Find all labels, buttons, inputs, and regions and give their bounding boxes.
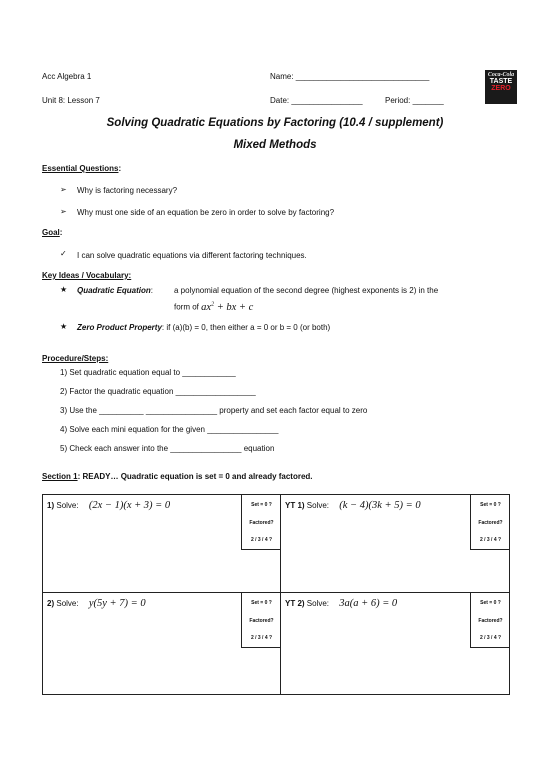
problem-yt1-solve: Solve: <box>306 501 330 510</box>
check-set-zero: Set = 0 ? <box>251 600 272 606</box>
problem-grid <box>42 494 510 695</box>
def-zero-product <box>77 323 330 332</box>
procedure-step-1: 1) Set quadratic equation equal to ____________ <box>60 368 236 377</box>
key-ideas-heading: Key Ideas / Vocabulary: <box>42 271 132 280</box>
problem-yt1-cell[interactable] <box>281 495 509 592</box>
standard-form-expr <box>201 302 253 313</box>
goal-heading-colon: : <box>59 228 63 237</box>
check-factored: Factored? <box>478 520 503 526</box>
logo-line2: ZERO <box>491 85 511 92</box>
problem-yt1-label: YT 1) <box>285 501 305 510</box>
problem-1-label: 1) <box>47 501 55 510</box>
def-quadratic-form <box>174 301 253 313</box>
problem-1-checklist <box>241 495 281 550</box>
period-field[interactable]: Period: _______ <box>385 96 444 105</box>
problem-yt1-checklist <box>470 495 510 550</box>
essential-question-1: Why is factoring necessary? <box>77 186 178 195</box>
problem-yt2-header <box>285 598 397 609</box>
problem-yt2-cell[interactable] <box>281 593 509 694</box>
logo-brand: Coca-Cola <box>487 72 515 78</box>
section1-heading <box>42 472 313 481</box>
problem-yt2-checklist <box>470 593 510 648</box>
procedure-step-4: 4) Solve each mini equation for the given ________________ <box>60 425 279 434</box>
check-methods: 2 / 3 / 4 ? <box>250 635 273 641</box>
essential-heading <box>42 164 121 173</box>
def-quadratic: a polynomial equation of the second degree (highest exponents is 2) in the <box>174 286 439 295</box>
problem-2-checklist <box>241 593 281 648</box>
def-form-label: form of <box>174 302 199 312</box>
problem-1-equation: (2x − 1)(x + 3) = 0 <box>88 500 171 511</box>
procedure-step-3: 3) Use the __________ ________________ property and set each factor equal to zero <box>60 406 368 415</box>
problem-2-cell[interactable] <box>43 593 280 694</box>
term-quadratic <box>77 286 153 295</box>
section1-label: Section 1 <box>42 472 78 481</box>
page-subtitle: Mixed Methods <box>233 139 317 151</box>
term-zero-product: Zero Product Property <box>77 323 162 332</box>
star-bullet-icon: ★ <box>60 322 68 331</box>
page-title: Solving Quadratic Equations by Factoring (10.4 / supplement) <box>106 117 444 129</box>
standard-form-b: + bx + c <box>214 301 254 313</box>
essential-heading-colon: : <box>118 164 122 173</box>
essential-question-2: Why must one side of an equation be zero in order to solve by factoring? <box>77 208 335 217</box>
procedure-heading: Procedure/Steps: <box>42 354 109 363</box>
problem-2-label: 2) <box>47 599 55 608</box>
checkmark-icon: ✓ <box>60 249 67 258</box>
check-methods: 2 / 3 / 4 ? <box>250 537 273 543</box>
problem-yt1-equation: (k − 4)(3k + 5) = 0 <box>339 500 421 511</box>
check-factored: Factored? <box>249 618 274 624</box>
procedure-step-2: 2) Factor the quadratic equation __________________ <box>60 387 256 396</box>
zero-product-def: : if (a)(b) = 0, then either a = 0 or b = 0 (or both) <box>161 323 331 332</box>
goal-heading-text: Goal <box>42 228 60 237</box>
problem-2-equation: y(5y + 7) = 0 <box>88 598 146 609</box>
problem-2-solve: Solve: <box>56 599 79 608</box>
arrow-bullet-icon: ➢ <box>60 207 67 216</box>
problem-yt2-label: YT 2) <box>285 599 305 608</box>
unit-label: Unit 8: Lesson 7 <box>42 96 100 105</box>
arrow-bullet-icon: ➢ <box>60 185 67 194</box>
coke-zero-logo <box>485 70 517 104</box>
check-set-zero: Set = 0 ? <box>480 502 501 508</box>
star-bullet-icon: ★ <box>60 285 68 294</box>
standard-form-a: ax <box>201 301 212 313</box>
problem-1-cell[interactable] <box>43 495 280 592</box>
logo-line1: TASTE <box>489 78 513 85</box>
check-methods: 2 / 3 / 4 ? <box>479 635 502 641</box>
term-quadratic-colon: : <box>150 286 154 295</box>
check-factored: Factored? <box>478 618 503 624</box>
problem-1-header <box>47 500 170 511</box>
problem-2-header <box>47 598 146 609</box>
term-quadratic-text: Quadratic Equation <box>77 286 151 295</box>
goal-item: I can solve quadratic equations via different factoring techniques. <box>77 251 307 260</box>
check-set-zero: Set = 0 ? <box>251 502 272 508</box>
check-factored: Factored? <box>249 520 274 526</box>
course-label: Acc Algebra 1 <box>42 72 92 81</box>
goal-heading <box>42 228 62 237</box>
check-methods: 2 / 3 / 4 ? <box>479 537 502 543</box>
name-field[interactable]: Name: ______________________________ <box>270 72 430 81</box>
check-set-zero: Set = 0 ? <box>480 600 501 606</box>
essential-heading-text: Essential Questions <box>42 164 119 173</box>
problem-yt1-header <box>285 500 421 511</box>
section1-description: : READY… Quadratic equation is set = 0 and already factored. <box>77 472 313 481</box>
problem-yt2-equation: 3a(a + 6) = 0 <box>339 598 398 609</box>
date-field[interactable]: Date: ________________ <box>270 96 363 105</box>
problem-yt2-solve: Solve: <box>306 599 330 608</box>
problem-1-solve: Solve: <box>56 501 79 510</box>
standard-form-exponent: 2 <box>211 301 215 307</box>
procedure-step-5: 5) Check each answer into the ________________ equation <box>60 444 275 453</box>
